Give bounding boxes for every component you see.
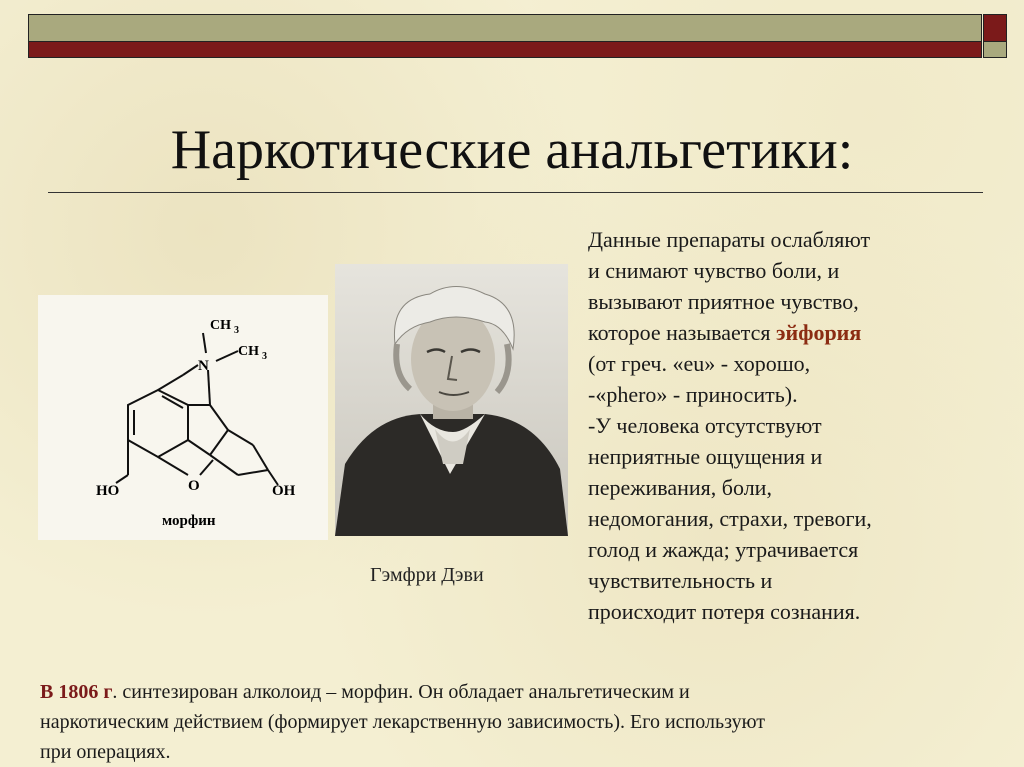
desc-line: происходит потеря сознания. bbox=[588, 599, 861, 624]
desc-line: -У человека отсутствуют bbox=[588, 413, 822, 438]
desc-line: Данные препараты ослабляют bbox=[588, 227, 871, 252]
euphoria-highlight: эйфория bbox=[776, 320, 862, 345]
bottom-line: при операциях. bbox=[40, 741, 171, 763]
nitrogen-label: N bbox=[198, 358, 209, 374]
portrait-caption: Гэмфри Дэви bbox=[370, 564, 484, 586]
ch3-sub-side: 3 bbox=[262, 351, 267, 362]
portrait-image bbox=[335, 264, 568, 536]
oxygen-label: O bbox=[188, 478, 200, 494]
oh-label: OH bbox=[272, 483, 296, 499]
desc-line: -«phero» - приносить). bbox=[588, 382, 798, 407]
morphine-structure bbox=[38, 295, 328, 540]
ho-label: HO bbox=[96, 483, 120, 499]
bottom-text bbox=[40, 677, 1000, 767]
bottom-line: наркотическим действием (формирует лекарственную зависимость). Его используют bbox=[40, 711, 765, 733]
slide-title: Наркотические анальгетики: bbox=[170, 119, 854, 181]
desc-line: голод и жажда; утрачивается bbox=[588, 537, 859, 562]
desc-line: переживания, боли, bbox=[588, 475, 772, 500]
desc-line: чувствительность и bbox=[588, 568, 773, 593]
year-highlight: В 1806 г bbox=[40, 681, 113, 703]
morphine-name: морфин bbox=[162, 513, 216, 529]
desc-line: и снимают чувство боли, и bbox=[588, 258, 840, 283]
desc-line: неприятные ощущения и bbox=[588, 444, 823, 469]
title-rule bbox=[48, 192, 983, 193]
header-bar bbox=[28, 14, 982, 58]
description-text bbox=[588, 224, 1008, 627]
desc-line: (от греч. «eu» - хорошо, bbox=[588, 351, 811, 376]
ch3-label-side: CH bbox=[238, 344, 259, 359]
desc-line: вызывают приятное чувство, bbox=[588, 289, 859, 314]
corner-block-olive bbox=[983, 41, 1007, 58]
desc-line-prefix: которое называется bbox=[588, 320, 777, 345]
desc-line bbox=[588, 317, 1008, 348]
header-stripe bbox=[29, 41, 981, 57]
bottom-line bbox=[40, 677, 1000, 707]
portrait-drawing bbox=[335, 264, 568, 536]
desc-line: недомогания, страхи, тревоги, bbox=[588, 506, 872, 531]
bottom-line-rest: . синтезирован алколоид – морфин. Он обладает анальгетическим и bbox=[112, 681, 690, 703]
corner-block-red bbox=[983, 14, 1007, 42]
morphine-structure-drawing bbox=[38, 295, 328, 540]
ch3-sub-top: 3 bbox=[234, 325, 239, 336]
ch3-label-top: CH bbox=[210, 318, 231, 333]
